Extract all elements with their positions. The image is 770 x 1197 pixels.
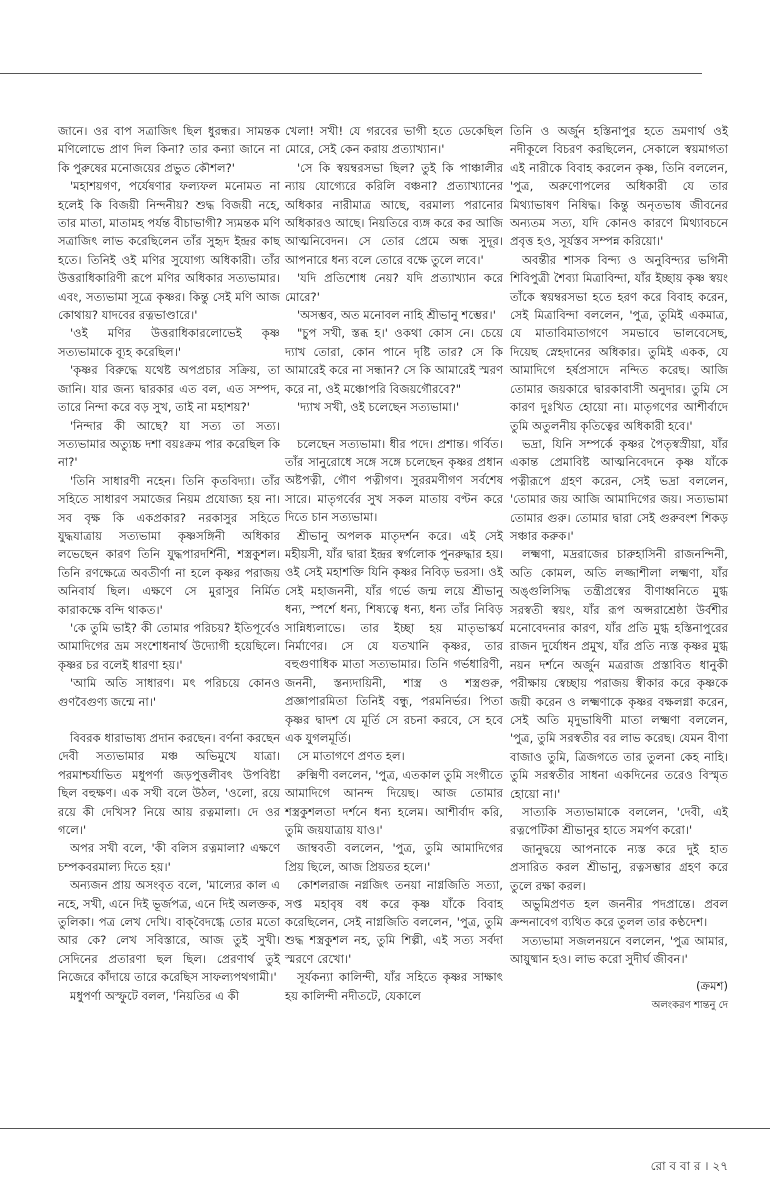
text-column-3 [510, 122, 728, 1016]
paragraph: জাম্ববতী বললেন, 'পুত্র, তুমি আমাদিগের প্রিয় ছিলে, আজ প্রিয়তর হলে।' [285, 841, 503, 874]
paragraph: বিবরক ধারাভাষ্য প্রদান করছেন। বর্ণনা করছেন দেবী সত্যভামার মঞ্চ অভিমুখে যাত্রা। পরমাশ্চর্যাভিত মধুপর্ণা জড়পুত্তলীবৎ উপবিষ্টা ছিল বহুক্ষণ। এক সখী বলে উঠল, 'ওলো, রয়ে রয়ে কী দেখিস? নিয়ে আয় রত্নমালা। দে ওর গলে।' [58, 731, 280, 838]
paragraph: রুক্মিণী বললেন, 'পুত্র, এতকাল তুমি সংগীতে আমাদিগে আনন্দ দিয়েছ। আজ তোমার শস্ত্রকুশলতা দর্শনে ধন্য হলেম। আশীর্বাদ করি, তুমি জয়যাত্রায় যাও।' [285, 767, 503, 838]
paragraph: তিনি ও অর্জুন হস্তিনাপুর হতে ভ্রমণার্থ ওই নদীকূলে বিচরণ করছিলেন, সেকালে স্বয়মাগতা এই নারীকে বিবাহ করলেন কৃষ্ণ, তিনি বললেন, 'পুত্র, অরুণোপলের অধিকারী যে তার মিথ্যাভাষণ নিষিদ্ধ। কিন্তু অনৃতভাষ জীবনের অন্যতম সত্য, যদি কোনও কারণে মিথ্যাবচনে প্রবৃত্ত হও, সূর্যস্তব সম্পন্ন করিয়ো।' [510, 124, 728, 249]
illustration-credit: অলংকরণ শান্তনু দে [651, 1000, 728, 1012]
paragraph: লক্ষ্মণা, মদ্ররাজের চারুহাসিনী রাজনন্দিনী, অতি কোমল, অতি লজ্জাশীলা লক্ষ্মণা, যাঁর অঙ্গুলিসিদ্ধ তন্ত্রীপ্রস্বের বীণাধ্বনিতে মুগ্ধ সরস্বতী স্বয়ং, যাঁর রূপ অপ্সরাশ্রেষ্ঠা উর্বশীর মনোবেদনার কারণ, যাঁর প্রতি মুগ্ধ হস্তিনাপুরের রাজন দুর্যোধন প্রমুখ, যাঁর প্রতি ন্যস্ত কৃষ্ণর মুগ্ধ নয়ন দর্শনে অর্জুন মত্ররাজ প্রস্তাবিত ধানুকী পরীক্ষায় স্বেচ্ছায় পরাজয় স্বীকার করে কৃষ্ণকে জয়ী করেন ও লক্ষ্মণাকে কৃষ্ণর বক্ষলগ্না করেন, সেই অতি মৃদুভাষিণী মাতা লক্ষ্মণা বললেন, 'পুত্র, তুমি সরস্বতীর বর লাভ করেছ। যেমন বীণা বাজাও তুমি, ত্রিজগতে তার তুলনা কেহ নাহি। তুমি সরস্বতীর সাধনা একদিনের তরেও বিস্মৃত হোয়ো না।' [510, 547, 728, 801]
paragraph: খেলা! সখী! যে গরবের ভাগী হতে ডেকেছিল মোরে, সেই কেন করায় প্রত্যাখ্যান।' [285, 124, 503, 157]
paragraph: চলেছেন সত্যভামা। ধীর পদে। প্রশান্ত। গর্বিত। তাঁর সানুরোধে সঙ্গে সঙ্গে চলেছেন কৃষ্ণর প্রধান অষ্টপত্নী, গৌণ পত্নীগণ। সুররমণীগণ সর্বশেষ সারে। মাতৃগর্বের সুখ সকল মাতায় বণ্টন করে দিতে চান সত্যভামা। [285, 436, 503, 525]
paragraph: "চুপ সখী, স্তব্ধ হ।' ওকথা কোস নে। চেয়ে দ্যাখ তোরা, কোন পানে দৃষ্টি তার? সে কি আমারেই করে না সন্ধান? সে কি আমারেই স্মরণ করে না, ওই মঞ্চোপরি বিজয়গৌরবে?" [285, 326, 503, 396]
paragraph: 'যদি প্রতিশোধ নেয়? যদি প্রত্যাখ্যান করে মোরে?' [285, 271, 503, 304]
paragraph: 'মহাশয়গণ, পর্যেষণার ফল্যফল মনোমত না হলেই কি বিজয়ী নিন্দনীয়? শুদ্ধ বিজয়ী নহে, তার মাতা, মাতামহ পর্যন্ত বীচাভাগী? স্যমন্তক মণি সত্রাজিৎ লাভ করেছিলেন তাঁর সুহৃদ ইন্দ্রর কাছ হতে। তিনিই ওই মণির সুযোগ্য অধিকারী। তাঁর উত্তরাধিকারিণী রূপে মণির অধিকার সত্যভামার। এবং, সত্যভামা সূত্রে কৃষ্ণর। কিন্তু সেই মণি আজ কোথায়? যাদবের রত্নভাণ্ডারে।' [58, 179, 280, 323]
top-rule [0, 73, 702, 74]
section-break [285, 417, 503, 435]
paragraph: 'অসম্ভব, অত মনোবল নাহি শ্রীভানু শম্ভের।' [297, 308, 496, 323]
paragraph: জানে। ওর বাপ সত্রাজিৎ ছিল ধুরন্ধর। সামন্তক মণিলোভে প্রাণ দিল কিনা? তার কন্যা জানে না কি পুরুষের মনোজয়ের প্রভুত কৌশল?' [58, 124, 280, 175]
paragraph: মধুপর্ণা অস্ফুটে বলল, 'নিয়তির এ কী [70, 988, 240, 1003]
text-column-2 [285, 122, 503, 1005]
paragraph: কোশলরাজ নগ্নজিৎ তনয়া নাগ্নজিতি সত্যা, সপ্ত মহাবৃষ বধ করে কৃষ্ণ যাঁকে বিবাহ করেছিলেন, সেই নাগ্নজিতি বললেন, 'পুত্র, তুমি শুদ্ধ শস্ত্রকুশল নহ, তুমি শিল্পী, এই সত্য সর্বদা স্মরণে রেখো।' [285, 878, 503, 966]
text-column-1 [58, 122, 280, 1005]
paragraph: 'ওই মণির উত্তরাধিকারলোভেই কৃষ্ণ সত্যভামাকে ব্যূহ করেছিল।' [58, 326, 280, 359]
paragraph: অভুমিপ্রণত হল জননীর পদপ্রান্তে। প্রবল ক্রন্দনাবেগ ব্যথিত করে তুলল তার কণ্ঠদেশ। [510, 897, 728, 930]
paragraph: 'দ্যাখ সখী, ওই চলেছেন সত্যভামা।' [297, 400, 460, 415]
paragraph: 'সে কি স্বয়ম্বরসভা ছিল? তুই কি পাঞ্চালীর ন্যায় যোগ্যেরে করিলি বঞ্চনা? প্রত্যাখ্যানের অধিকার নারীমাত্র আছে, বরমাল্য পরানোর অধিকারও আছে। নিয়তিরে ব্যঙ্গ করে কর আজি আত্মনিবেদন। সে তোর প্রেমে অন্ধ সুদূর। আপনারে ধন্য বলে তোরে বক্ষে তুলে লবে।' [285, 160, 503, 267]
paragraph: অপর সখী বলে, 'কী বলিস রত্নমালা? এক্ষণে চম্পকবরমাল্য দিতে হয়।' [58, 841, 280, 874]
paragraph: 'আমি অতি সাধারণ। মৎ পরিচয়ে কোনও গুণবৈগুণ্য জন্মে না।' [58, 676, 280, 709]
paragraph: সত্যভামা সজলনয়নে বললেন, 'পুত্র আমার, আয়ুষ্মান হও। লাভ করো সুদীর্ঘ জীবন।' [510, 933, 728, 967]
paragraph: 'কে তুমি ভাই? কী তোমার পরিচয়? ইতিপূর্বেও আমাদিগের ভ্রম সংশোধনার্থ উদ্যোগী হয়েছিলে। কৃষ্ণর চর বলেই ধারণা হয়।' [58, 620, 280, 672]
paragraph: জানুদ্বয়ে আপনাকে ন্যস্ত করে দুই হাত প্রসারিত করল শ্রীভানু, রত্নসম্ভার গ্রহণ করে তুলে রক্ষা করল। [510, 841, 728, 893]
paragraph: সূর্যকন্যা কালিন্দী, যাঁর সহিতে কৃষ্ণর সাক্ষাৎ হয় কালিন্দী নদীতটে, যেকালে [285, 970, 503, 1003]
page-footer: রো ব বা র । ২৭ [650, 1159, 728, 1173]
continued-label: (ক্রমশ) [695, 978, 728, 993]
paragraph: সে মাতাগণে প্রণত হল। [297, 749, 405, 764]
paragraph: 'তিনি সাধারণী নহেন। তিনি কৃতবিদ্যা। তাঁর সহিতে সাধারণ সমাজের নিয়ম প্রযোজ্য হয় না। সব বৃক্ষ কি একপ্রকার? নরকাসুর সহিতে যুদ্ধযাত্রায় সত্যভামা কৃষ্ণসঙ্গিনী অধিকার লভেছেন কারণ তিনি যুদ্ধপারদর্শিনী, শস্ত্রকুশল। তিনি রণক্ষেত্রে অবতীর্ণা না হলে কৃষ্ণর পরাজয় অনিবার্য ছিল। এক্ষণে সে মুরাসুর নির্মিত কারাকক্ষে বন্দি থাকত।' [58, 473, 280, 617]
paragraph: শ্রীভানু অপলক মাতৃদর্শন করে। এই সেই মহীয়সী, যাঁর দ্বারা ইন্দ্রর স্বর্গলোক পুনরুদ্ধার হয়। ওই সেই মহাশক্তি যিনি কৃষ্ণর নিবিড় ভরসা। ওই সেই মহাজননী, যাঁর গর্ভে জন্ম লয়ে শ্রীভানু ধন্য, স্পর্শে ধন্য, শিষ্যত্বে ধন্য, ধন্য তাঁর নিবিড় সান্নিধ্যলাভে। তার ইচ্ছা হয় মাতৃভাস্কর্য নির্মাণের। সে যে যতখানি কৃষ্ণর, তার বহুগুণাধিক মাতা সত্যভামার। তিনি গর্ভধারিণী, জননী, স্তন্যদায়িনী, শাস্ত্র ও শস্ত্রগুরু, প্রজ্ঞাপারমিতা তিনিই বন্ধু, পরমনির্ভর। পিতা কৃষ্ণর দ্বাদশ যে মূর্তি সে রচনা করবে, সে হবে এক যুগলমূর্তি। [285, 528, 503, 745]
paragraph: সাত্যকি সত্যভামাকে বললেন, 'দেবী, এই রত্নপেটিকা শ্রীভানুর হাতে সমর্পণ করো।' [510, 805, 728, 838]
paragraph: 'নিন্দার কী আছে? যা সত্য তা সত্য। সত্যভামার অত্যুচ্চ দশা বয়ঃক্রম পার করেছিল কি না?' [58, 418, 280, 470]
paragraph: ভদ্রা, যিনি সম্পর্কে কৃষ্ণর পৈতৃস্বস্রীয়া, যাঁর একান্ত প্রেমাবিষ্ট আত্মনিবেদনে কৃষ্ণ যাঁকে পত্নীরূপে গ্রহণ করেন, সেই ভদ্রা বললেন, 'তোমার জয় আজি আমাদিগের জয়। সত্যভামা তোমার গুরু। তোমার দ্বারা সেই গুরুবংশ শিকড় সঞ্চার করুক।' [510, 436, 728, 543]
section-break [58, 711, 280, 729]
paragraph: 'কৃষ্ণর বিরুদ্ধে যথেষ্ট অপপ্রচার সক্রিয়, তা জানি। যার জন্য দ্বারকার এত বল, এত সম্পদ, তারে নিন্দা করে বড় সুখ, তাই না মহাশয়?' [58, 363, 280, 415]
bottom-rule [0, 1128, 770, 1129]
paragraph: অবন্তীর শাসক বিন্দ্য ও অনুবিন্দ্যর ভগিনী শিবিপুত্রী শৈব্যা মিত্রাবিন্দা, যাঁর ইচ্ছায় কৃষ্ণ স্বয়ং তাঁকে স্বয়ম্বরসভা হতে হরণ করে বিবাহ করেন, সেই মিত্রাবিন্দা বললেন, 'পুত্র, তুমিই একমাত্র, যে মাতাবিমাতাগণে সমভাবে ভালবেসেছ, দিয়েছ স্নেহদানের অধিকার। তুমিই একক, যে আমাদিগে হর্ষপ্রসাদে নন্দিত করেছ। আজি তোমার জয়কারে দ্বারকাবাসী অনুদার। তুমি সে কারণ দুঃখিত হোয়ো না। মাতৃগণের আশীর্বাদে তুমি অতুলনীয় কৃতিত্বের অধিকারী হবে।' [510, 252, 728, 433]
paragraph: অন্যজন প্রায় অসংবৃত বলে, 'মাল্যের কাল এ নহে, সখী, এনে দিই ভূর্জপত্র, এনে দিই অলক্তক, তুলিকা। পত্র লেখ দেখি। বাক্‌বৈদগ্ধে তোর মতো আর কে? লেখ সবিস্তারে, আজ তুই সুখী। সেদিনের প্রতারণা ছল ছিল। প্রেরণার্থ তুই নিজেরে কাঁদায়ে তারে করেছিস সাফল্যপথগামী।' [58, 878, 280, 985]
